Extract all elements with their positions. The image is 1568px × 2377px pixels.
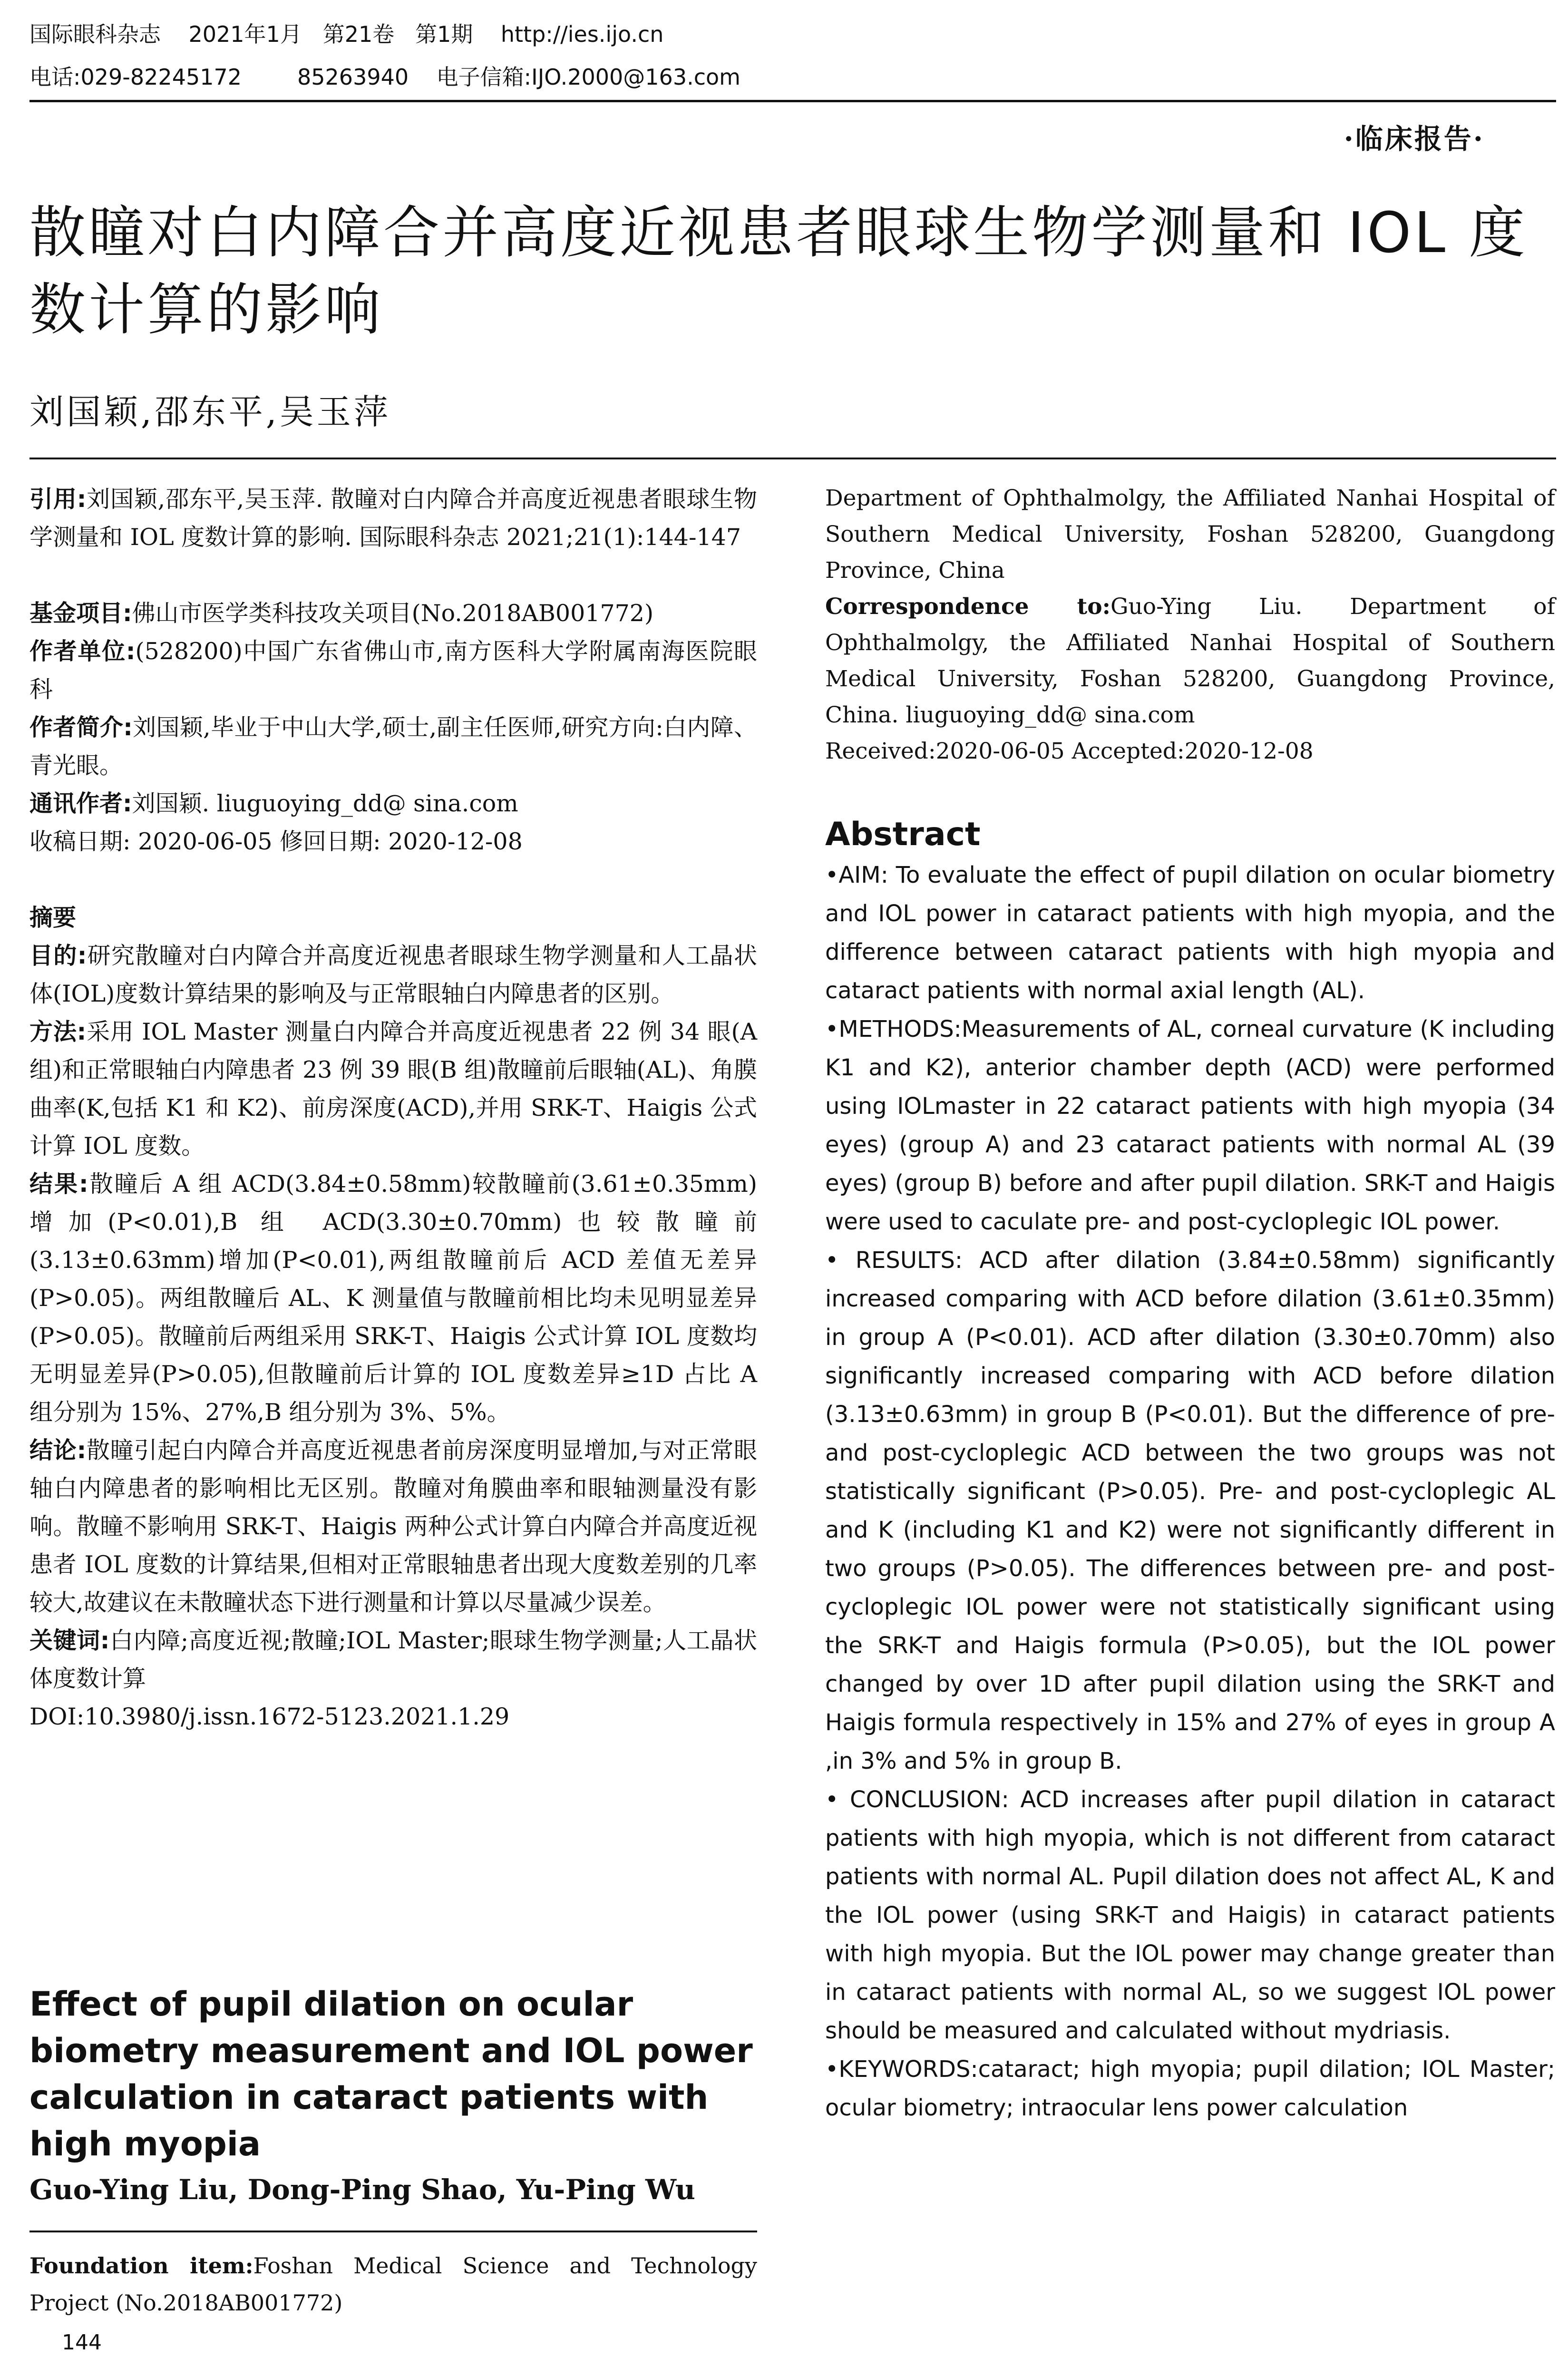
corresponding-author: 通讯作者:刘国颖. liuguoying_dd@ sina.com [29, 790, 518, 817]
foundation-block: Foundation item:Foshan Medical Science and Technology Project (No.2018AB001772) [29, 2253, 757, 2316]
abstract-methods: •METHODS:Measurements of AL, corneal curvature (K including K1 and K2), anterior chamber depth (ACD) were performed using IOLmaster in 22 cataract patients with high myopia (34 eyes) (group A) and 23 cataract patients with normal AL (39 eyes) (group B) before and after pupil dilation. SRK-T and Haigis were used to caculate pre- and post-cycloplegic IOL power. [825, 1016, 1555, 1235]
doi: DOI:10.3980/j.issn.1672-5123.2021.1.29 [29, 1703, 510, 1730]
article-title: 散瞳对白内障合并高度近视患者眼球生物学测量和 IOL 度数计算的影响 [29, 200, 1528, 342]
journal-header-line1: 国际眼科杂志 2021年1月 第21卷 第1期 http://ies.ijo.cn [29, 21, 664, 47]
abstract-conclusion: 结论:散瞳引起白内障合并高度近视患者前房深度明显增加,与对正常眼轴白内障患者的影响相比无区别。散瞳对角膜曲率和眼轴测量没有影响。散瞳不影响用 SRK-T、Haigis 两种公式计算白内障合并高度近视患者 IOL 度数的计算结果,但相对正常眼轴患者出现大度数差别的几率较大,故建议在未散瞳状态下进行测量和计算以尽量减少误差。 [29, 1437, 757, 1616]
english-department: Department of Ophthalmolgy, the Affiliated Nanhai Hospital of Southern Medical University, Foshan 528200, Guangdong Province, China [825, 485, 1555, 584]
abstract-conclusion-en: • CONCLUSION: ACD increases after pupil dilation in cataract patients with high myopia, which is not different from cataract patients with normal AL. Pupil dilation does not affect AL, K and the IOL power (using SRK-T and Haigis) in cataract patients with high myopia. But the IOL power may change greater than in cataract patients with normal AL, so we suggest IOL power should be measured and calculated without mydriasis. [825, 1786, 1555, 2044]
title-rule [29, 458, 1556, 459]
right-affiliation-block [825, 480, 1555, 770]
fund-item: 基金项目:佛山市医学类科技攻关项目(No.2018AB001772) [29, 600, 654, 627]
page-number: 144 [62, 2330, 102, 2355]
english-correspondence: Correspondence to:Guo-Ying Liu. Department of Ophthalmolgy, the Affiliated Nanhai Hospital of Southern Medical University, Foshan 528200, Guangdong Province, China. liuguoying_dd@ sina.com [825, 594, 1555, 728]
abstract-keywords-en: •KEYWORDS:cataract; high myopia; pupil dilation; IOL Master; ocular biometry; intraocular lens power calculation [825, 2056, 1555, 2121]
left-column [29, 480, 757, 1736]
abstract-purpose: 目的:研究散瞳对白内障合并高度近视患者眼球生物学测量和人工晶状体(IOL)度数计算结果的影响及与正常眼轴白内障患者的区别。 [29, 942, 757, 1007]
abstract-heading-cn: 摘要 [29, 904, 77, 931]
journal-header-line2: 电话:029-82245172 85263940 电子信箱:IJO.2000@163.com [29, 64, 740, 90]
abstract-method: 方法:采用 IOL Master 测量白内障合并高度近视患者 22 例 34 眼(A 组)和正常眼轴白内障患者 23 例 39 眼(B 组)散瞳前后眼轴(AL)、角膜曲率(K,包括 K1 和 K2)、前房深度(ACD),并用 SRK-T、Haigis 公式计算 IOL 度数。 [29, 1018, 757, 1159]
abstract-results: • RESULTS: ACD after dilation (3.84±0.58mm) significantly increased comparing with ACD before dilation (3.61±0.35mm) in group A (P<0.01). ACD after dilation (3.30±0.70mm) also significantly increased comparing with ACD before dilation (3.13±0.63mm) in group B (P<0.01). But the difference of pre- and post-cycloplegic ACD between the two groups was not statistically significant (P>0.05). Pre- and post-cycloplegic AL and K (including K1 and K2) were not significantly different in two groups (P>0.05). The differences between pre- and post-cycloplegic IOL power were not statistically significant using the SRK-T and Haigis formula (P>0.05), but the IOL power changed by over 1D after pupil dilation using the SRK-T and Haigis formula respectively in 15% and 27% of eyes in group A ,in 3% and 5% in group B. [825, 1247, 1555, 1774]
received-dates: 收稿日期: 2020-06-05 修回日期: 2020-12-08 [29, 828, 523, 855]
author-bio: 作者简介:刘国颖,毕业于中山大学,硕士,副主任医师,研究方向:白内障、青光眼。 [29, 714, 757, 779]
english-dates: Received:2020-06-05 Accepted:2020-12-08 [825, 738, 1314, 764]
english-authors: Guo-Ying Liu, Dong-Ping Shao, Yu-Ping Wu [29, 2173, 695, 2206]
author-unit: 作者单位:(528200)中国广东省佛山市,南方医科大学附属南海医院眼科 [29, 638, 757, 703]
english-title: Effect of pupil dilation on ocular biometry measurement and IOL power calculation in cataract patients with high myopia [29, 1985, 753, 2163]
section-tag: ·临床报告· [1344, 123, 1485, 155]
header-rule [29, 100, 1556, 102]
abstract-heading-en: Abstract [825, 816, 981, 853]
keywords-cn: 关键词:白内障;高度近视;散瞳;IOL Master;眼球生物学测量;人工晶状体度数计算 [29, 1627, 757, 1692]
authors-rule [29, 2231, 757, 2232]
abstract-result: 结果:散瞳后 A 组 ACD(3.84±0.58mm)较散瞳前(3.61±0.35mm)增加(P<0.01),B 组 ACD(3.30±0.70mm)也较散瞳前(3.13±0.63mm)增加(P<0.01),两组散瞳前后 ACD 差值无差异(P>0.05)。两组散瞳后 AL、K 测量值与散瞳前相比均未见明显差异(P>0.05)。散瞳前后两组采用 SRK-T、Haigis 公式计算 IOL 度数均无明显差异(P>0.05),但散瞳前后计算的 IOL 度数差异≥1D 占比 A 组分别为 15%、27%,B 组分别为 3%、5%。 [29, 1170, 757, 1426]
authors-chinese: 刘国颖,邵东平,吴玉萍 [29, 392, 391, 432]
abstract-aim: •AIM: To evaluate the effect of pupil dilation on ocular biometry and IOL power in cataract patients with high myopia, and the difference between cataract patients with high myopia and cataract patients with normal axial length (AL). [825, 862, 1555, 1004]
citation: 引用:刘国颖,邵东平,吴玉萍. 散瞳对白内障合并高度近视患者眼球生物学测量和 IOL 度数计算的影响. 国际眼科杂志 2021;21(1):144-147 [29, 486, 757, 551]
english-abstract [825, 813, 1555, 2127]
